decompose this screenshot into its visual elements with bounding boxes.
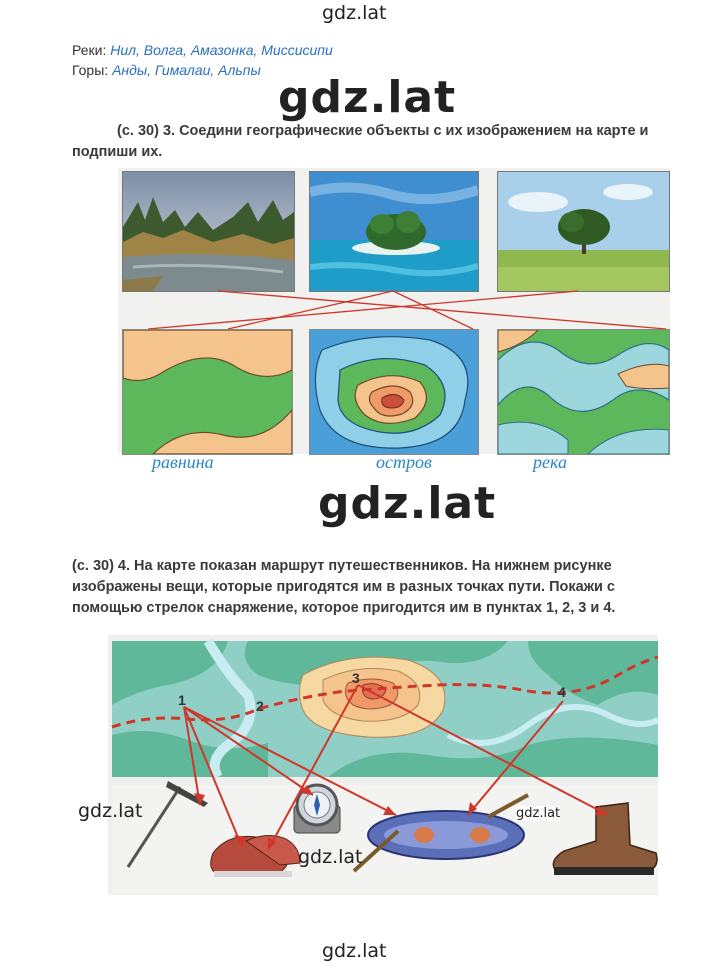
task3-connections xyxy=(118,168,670,454)
task3-body: 3. Соедини географические объекты с их изображением на карте и подпиши их. xyxy=(72,123,649,160)
watermark-big-1: gdz.lat xyxy=(278,72,457,123)
task4-text xyxy=(72,556,712,619)
caption-plain: равнина xyxy=(152,452,214,472)
watermark-figure-left: gdz.lat xyxy=(78,800,143,822)
watermark-figure-center: gdz.lat xyxy=(298,846,363,868)
watermark-bottom: gdz.lat xyxy=(322,940,387,962)
point-3: 3 xyxy=(352,670,360,686)
watermark-big-2: gdz.lat xyxy=(318,478,497,529)
mountains-value: Анды, Гималаи, Альпы xyxy=(112,62,261,78)
watermark-top: gdz.lat xyxy=(322,2,387,24)
task3-figure xyxy=(118,168,670,454)
mountains-line xyxy=(72,62,261,78)
rivers-value: Нил, Волга, Амазонка, Миссисипи xyxy=(110,42,333,58)
point-2: 2 xyxy=(256,698,264,714)
task4-figure xyxy=(108,635,658,895)
line-island-to-islandmap-b xyxy=(393,291,473,329)
line-plain-to-plainmap xyxy=(148,291,578,329)
task3-ref: (с. 30) xyxy=(117,123,159,139)
caption-island: остров xyxy=(376,452,432,472)
point-4: 4 xyxy=(558,684,566,700)
task4-line-2: изображены вещи, которые пригодятся им в разных точках пути. Покажи с xyxy=(72,579,615,595)
task3-text xyxy=(72,121,682,163)
line-river-to-rivermap xyxy=(218,291,666,329)
caption-river: река xyxy=(533,452,567,472)
rivers-line xyxy=(72,42,333,58)
mountains-label: Горы: xyxy=(72,62,109,78)
point-1: 1 xyxy=(178,692,186,708)
rivers-label: Реки: xyxy=(72,42,107,58)
task4-line-1: (с. 30) 4. На карте показан маршрут путешественников. На нижнем рисунке xyxy=(72,558,612,574)
task4-line-3: помощью стрелок снаряжение, которое пригодится им в пунктах 1, 2, 3 и 4. xyxy=(72,600,616,616)
watermark-figure-right: gdz.lat xyxy=(516,806,561,821)
